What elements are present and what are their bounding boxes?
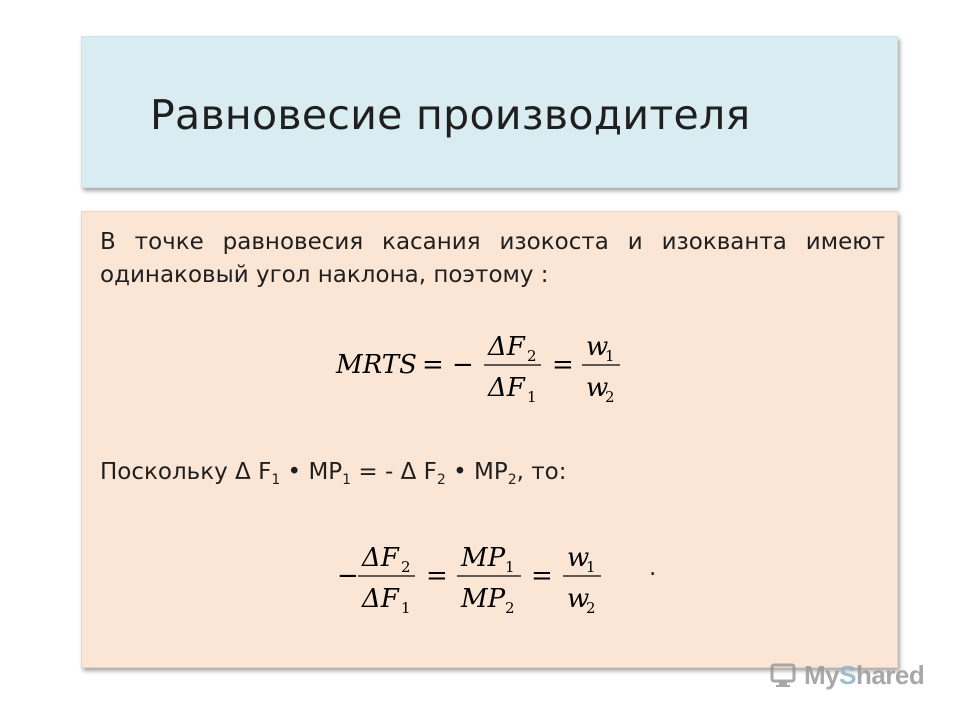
slide-title: Равновесие производителя — [150, 91, 751, 139]
since-sub3: 2 — [436, 472, 446, 488]
content-panel — [81, 211, 898, 668]
myshared-watermark — [770, 658, 930, 692]
trailing-dot: . — [649, 555, 657, 581]
watermark-my: My — [804, 659, 840, 690]
watermark-s: S — [839, 659, 856, 690]
mrts-formula-svg — [336, 323, 636, 423]
since-sub2: 1 — [342, 472, 352, 488]
mrts-eq-minus: = − — [422, 350, 474, 380]
since-statement — [100, 459, 566, 488]
watermark-text — [804, 660, 924, 691]
eq2-frac3-den-sub: 2 — [586, 599, 596, 617]
eq2-minus: − — [337, 561, 359, 591]
eq2-frac2-num-sub: 1 — [505, 558, 515, 576]
eq2-frac2-num: MP — [461, 543, 506, 573]
eq2-frac1-den: ΔF — [362, 584, 399, 614]
since-mid2: = - Δ F — [351, 459, 437, 485]
eq2-frac3-num-sub: 1 — [586, 558, 596, 576]
frac1-den: ΔF — [488, 373, 525, 403]
since-mid1: • MP — [280, 459, 343, 485]
eq2-eq2: = — [531, 561, 553, 591]
eq2-frac1-num: ΔF — [362, 543, 399, 573]
since-mid3: • MP — [445, 459, 508, 485]
eq2-eq1: = — [426, 561, 448, 591]
eq2-frac2-den-sub: 2 — [505, 599, 515, 617]
mrts-formula — [336, 323, 636, 423]
eq2-frac1-num-sub: 2 — [401, 558, 411, 576]
title-panel — [81, 36, 898, 188]
eq2-frac3-den: w — [567, 584, 590, 614]
since-suffix: , то: — [516, 459, 567, 485]
equilibrium-formula — [337, 534, 627, 634]
monitor-icon — [770, 661, 798, 689]
frac2-num: w — [586, 332, 609, 362]
equilibrium-formula-svg — [337, 534, 627, 634]
mrts-lhs: MRTS — [336, 350, 417, 380]
eq2-frac1-den-sub: 1 — [401, 599, 411, 617]
frac2-den: w — [586, 373, 609, 403]
since-sub4: 2 — [507, 472, 517, 488]
frac1-den-sub: 1 — [527, 388, 537, 406]
intro-paragraph: В точке равновесия касания изокоста и изокванта имеют одинаковый угол наклона, поэтому : — [100, 229, 885, 288]
frac2-den-sub: 2 — [605, 388, 615, 406]
watermark-hared: hared — [855, 659, 925, 690]
frac1-num: ΔF — [488, 332, 525, 362]
frac1-num-sub: 2 — [527, 347, 537, 365]
mrts-eq: = — [552, 350, 574, 380]
since-prefix: Поскольку Δ F — [100, 459, 272, 485]
eq2-frac3-num: w — [567, 543, 590, 573]
since-sub1: 1 — [271, 472, 281, 488]
frac2-num-sub: 1 — [605, 347, 615, 365]
eq2-frac2-den: MP — [461, 584, 506, 614]
